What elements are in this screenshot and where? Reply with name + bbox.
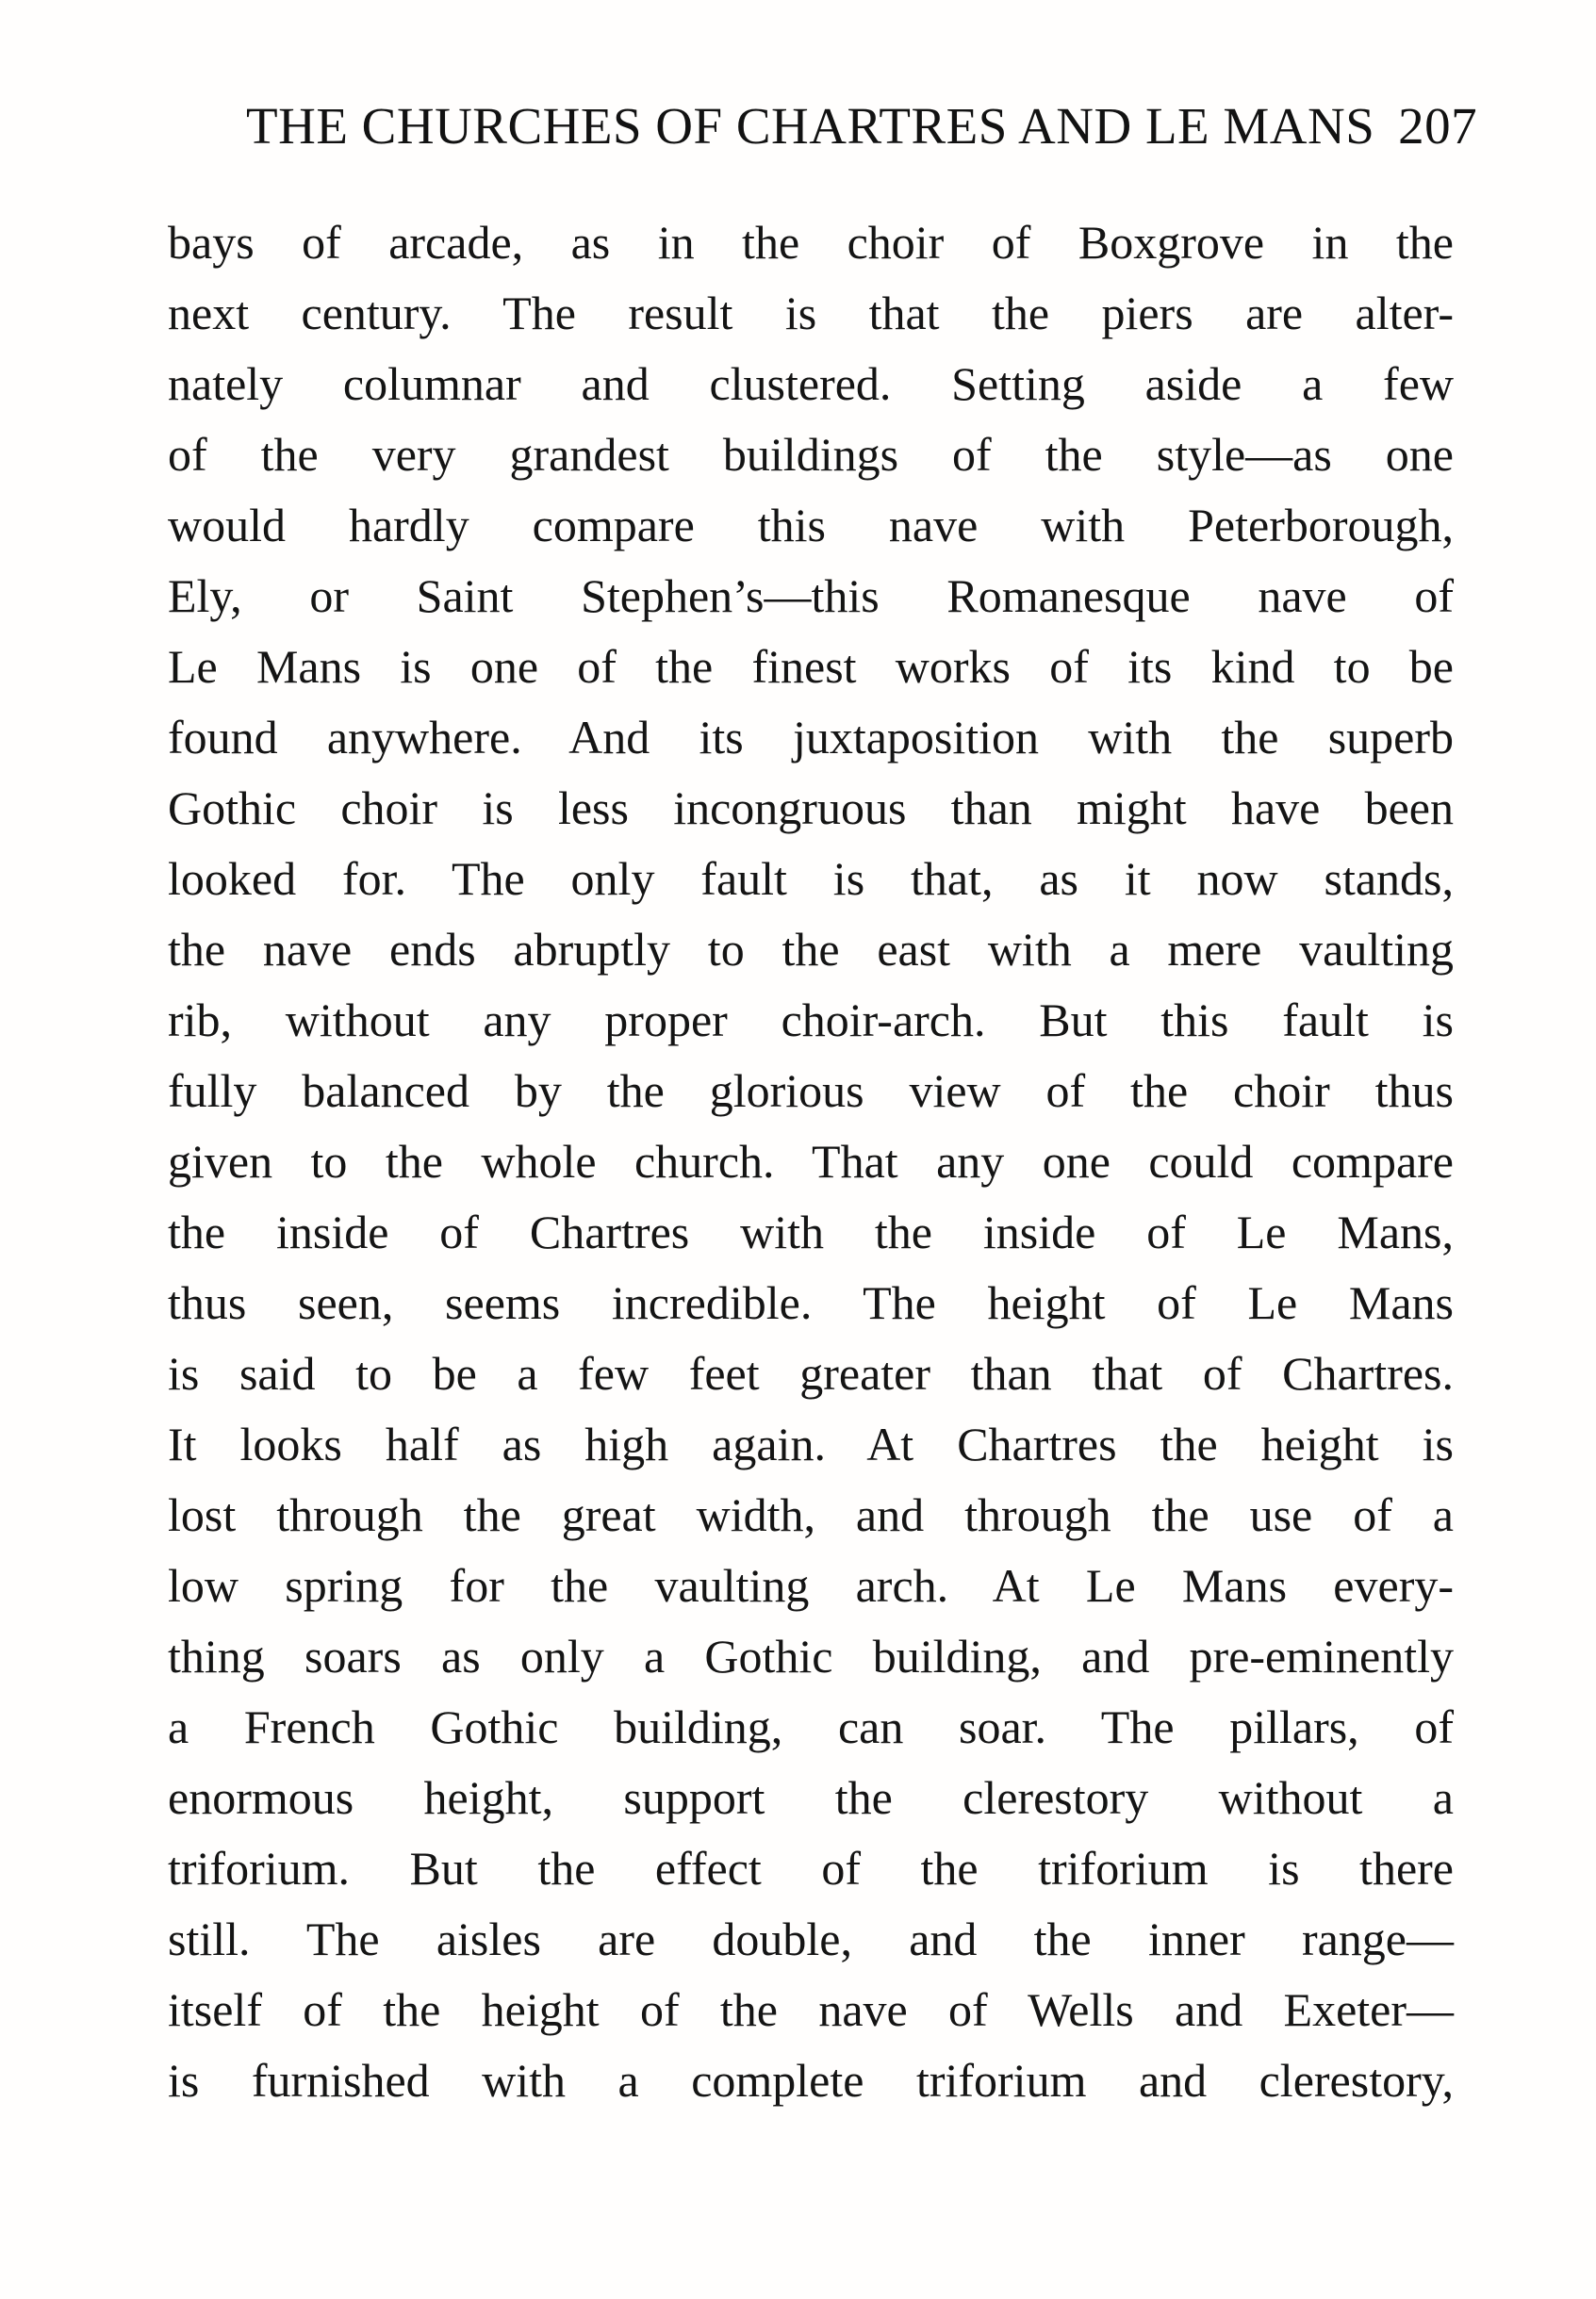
text-line: bays of arcade, as in the choir of Boxgrove in the [168, 216, 1454, 269]
text-line: low spring for the vaulting arch. At Le Mans every- [168, 1559, 1454, 1612]
text-line: It looks half as high again. At Chartres the height is [168, 1418, 1454, 1470]
text-line: thus seen, seems incredible. The height of Le Mans [168, 1276, 1454, 1329]
text-line: would hardly compare this nave with Peterborough, [168, 499, 1454, 551]
text-line: Le Mans is one of the finest works of its kind to be [168, 640, 1454, 693]
text-line: the inside of Chartres with the inside of Le Mans, [168, 1206, 1454, 1258]
text-line: looked for. The only fault is that, as it now stands, [168, 852, 1454, 905]
text-line: fully balanced by the glorious view of the choir thus [168, 1064, 1454, 1117]
text-line: next century. The result is that the piers are alter- [168, 287, 1454, 339]
text-line: is furnished with a complete triforium and clerestory, [168, 2054, 1454, 2107]
text-line: Gothic choir is less incongruous than might have been [168, 781, 1454, 834]
running-head [246, 96, 1477, 156]
body-text [168, 207, 1454, 2116]
text-line: the nave ends abruptly to the east with a mere vaulting [168, 923, 1454, 976]
text-line: nately columnar and clustered. Setting aside a few [168, 357, 1454, 410]
text-line: enormous height, support the clerestory without a [168, 1771, 1454, 1824]
text-line: found anywhere. And its juxtaposition with the superb [168, 711, 1454, 764]
page-number: 207 [1398, 97, 1478, 155]
text-line: a French Gothic building, can soar. The pillars, of [168, 1700, 1454, 1753]
running-head-title: THE CHURCHES OF CHARTRES AND LE MANS [246, 97, 1375, 155]
text-line: rib, without any proper choir-arch. But this fault is [168, 993, 1454, 1046]
text-line: triforium. But the effect of the triforium is there [168, 1842, 1454, 1895]
text-line: itself of the height of the nave of Wells and Exeter— [168, 1983, 1454, 2036]
text-line: lost through the great width, and through the use of a [168, 1488, 1454, 1541]
text-line: given to the whole church. That any one could compare [168, 1135, 1454, 1188]
text-line: still. The aisles are double, and the inner range— [168, 1913, 1454, 1965]
text-line: of the very grandest buildings of the style—as one [168, 428, 1454, 481]
text-line: Ely, or Saint Stephen’s—this Romanesque nave of [168, 569, 1454, 622]
text-line: is said to be a few feet greater than that of Chartres. [168, 1347, 1454, 1400]
text-line: thing soars as only a Gothic building, and pre-eminently [168, 1630, 1454, 1683]
